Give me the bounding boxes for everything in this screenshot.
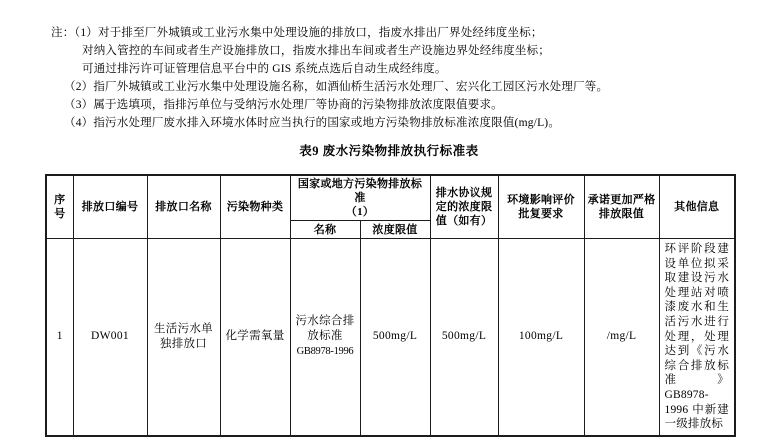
col-header-outlet-code: 排放口编号: [73, 175, 147, 239]
national-standard-footnote: （1）: [345, 206, 375, 218]
notes-block: [51, 24, 741, 132]
cell-outlet-name: 生活污水单独排放口: [147, 239, 220, 436]
table-title: 表9 废水污染物排放执行标准表: [299, 144, 479, 158]
cell-standard-name: [290, 239, 360, 436]
note-line-5: （3）属于选填项，指排污单位与受纳污水处理厂等协商的污染物排放浓度限值要求。: [64, 99, 503, 111]
cell-concentration-limit: 500mg/L: [360, 239, 430, 436]
col-header-pollutant-type: 污染物种类: [220, 175, 290, 239]
col-header-concentration-limit: 浓度限值: [360, 221, 430, 239]
cell-pollutant-type: 化学需氧量: [220, 239, 290, 436]
standard-name-text: 污水综合排放标准: [295, 315, 355, 343]
cell-stricter-commitment: /mg/L: [584, 239, 659, 436]
cell-other-info: 环评阶段建设单位拟采取建设污水处理站对喷漆废水和生活污水进行处理，处理达到《污水综合排放标准》GB8978-1996 中新建一级排放标: [659, 239, 735, 436]
note-line-1: 注：（1）对于排至厂外城镇或工业污水集中处理设施的排放口，指废水排出厂界处经纬度坐标；: [51, 27, 543, 39]
col-header-stricter-commitment: 承诺更加严格排放限值: [584, 175, 659, 239]
national-standard-title: 国家或地方污染物排放标准: [297, 178, 423, 204]
col-header-standard-name: 名称: [290, 221, 360, 239]
note-line-2: 对纳入管控的车间或者生产设施排放口，指废水排出车间或者生产设施边界处经纬度坐标；: [82, 45, 550, 57]
col-header-eia-approval: 环境影响评价批复要求: [498, 175, 584, 239]
col-header-outlet-name: 排放口名称: [147, 175, 220, 239]
cell-eia-approval: 100mg/L: [498, 239, 584, 436]
standard-code-text: GB8978-1996: [296, 346, 354, 358]
table-row: [46, 239, 735, 436]
wastewater-standards-table: [45, 174, 736, 437]
col-header-drainage-agreement: 排水协议规定的浓度限值（如有）: [430, 175, 498, 239]
col-header-seq: 序号: [46, 175, 73, 239]
note-line-3: 可通过排污许可证管理信息平台中的 GIS 系统点选后自动生成经纬度。: [82, 63, 447, 75]
cell-drainage-agreement: 500mg/L: [430, 239, 498, 436]
col-header-other-info: 其他信息: [659, 175, 735, 239]
note-line-6: （4）指污水处理厂废水排入环境水体时应当执行的国家或地方污染物排放标准浓度限值(mg/L)。: [64, 117, 561, 129]
cell-outlet-code: DW001: [73, 239, 147, 436]
note-line-4: （2）指厂外城镇或工业污水集中处理设施名称，如酒仙桥生活污水处理厂、宏兴化工园区污水处理厂等。: [64, 81, 609, 93]
cell-seq: 1: [46, 239, 73, 436]
col-header-national-standard: [290, 175, 430, 221]
